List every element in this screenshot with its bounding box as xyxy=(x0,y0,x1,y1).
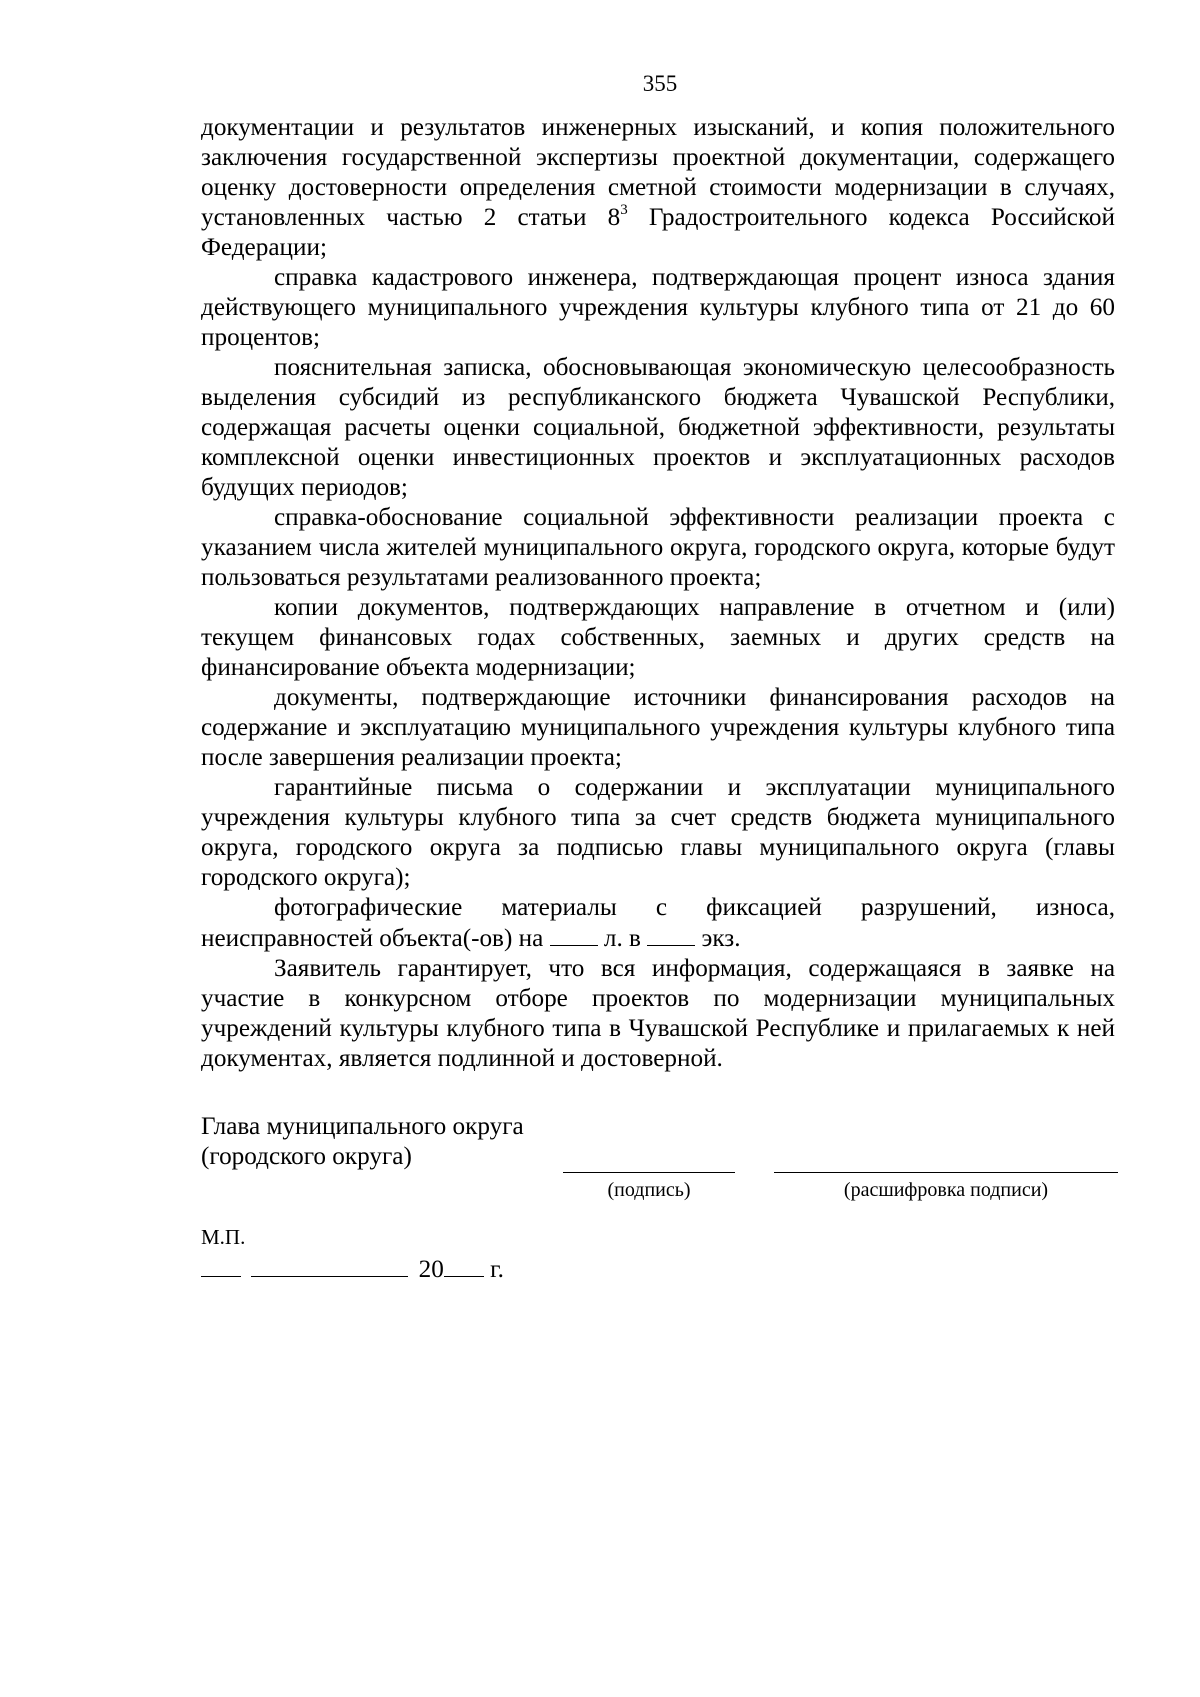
year-prefix: 20 xyxy=(418,1256,444,1283)
signature-transcript-caption: (расшифровка подписи) xyxy=(843,1179,1049,1201)
copies-count-blank[interactable] xyxy=(647,923,695,946)
signatory-title: Глава муниципального округа (городского округа) xyxy=(201,1113,524,1170)
day-blank[interactable] xyxy=(201,1254,241,1277)
signature-line[interactable] xyxy=(563,1172,735,1173)
paragraph-project-documentation: документации и результатов инженерных изысканий, и копия положительного заключения государственной экспертизы проектной документации, содержащего оценку достоверности определения сметной стоимости модернизации в случаях, установленных частью 2 статьи $8^3$ Градостроительного кодекса Российской Федерации; xyxy=(201,114,1115,261)
paragraph-financing-sources: документы, подтверждающие источники финансирования расходов на содержание и эксплуатацию муниципального учреждения культуры клубного типа после завершения реализации проекта; xyxy=(201,684,1115,771)
year-suffix: г. xyxy=(490,1256,504,1283)
paragraph-cadastral-certificate: справка кадастрового инженера, подтверждающая процент износа здания действующего муниципального учреждения культуры клубного типа от 21 до 60 процентов; xyxy=(201,264,1115,351)
superscript: 3 xyxy=(620,201,628,218)
paragraph-social-efficiency: справка-обоснование социальной эффективности реализации проекта с указанием числа жителей муниципального округа, городского округа, которые будут пользоваться результатами реализованного проекта; xyxy=(201,504,1115,591)
stamp-place: М.П. xyxy=(201,1225,246,1249)
year-blank[interactable] xyxy=(444,1254,484,1277)
sheets-count-blank[interactable] xyxy=(550,923,598,946)
paragraph-funding-documents: копии документов, подтверждающих направление в отчетном и (или) текущем финансовых годах собственных, заемных и других средств на финансирование объекта модернизации; xyxy=(201,594,1115,681)
paragraph-guarantee-letters: гарантийные письма о содержании и эксплуатации муниципального учреждения культуры клубного типа за счет средств бюджета муниципального округа, городского округа за подписью главы муниципального округа (главы городского округа); xyxy=(201,774,1115,891)
signature-transcript-line[interactable] xyxy=(774,1172,1118,1173)
paragraph-photo-materials: фотографические материалы с фиксацией разрушений, износа, неисправностей объекта(-ов) на л. в экз. xyxy=(201,894,1115,952)
signature-caption: (подпись) xyxy=(607,1179,691,1201)
date-line xyxy=(201,1254,504,1285)
paragraph-applicant-guarantee: Заявитель гарантирует, что вся информация, содержащаяся в заявке на участие в конкурсном отборе проектов по модернизации муниципальных учреждений культуры клубного типа в Чувашской Республике и прилагаемых к ней документах, является подлинной и достоверной. xyxy=(201,955,1115,1072)
page-number: 355 xyxy=(642,71,678,96)
document-body xyxy=(201,113,1115,1074)
month-blank[interactable] xyxy=(251,1254,408,1277)
paragraph-explanatory-note: пояснительная записка, обосновывающая экономическую целесообразность выделения субсидий из республиканского бюджета Чувашской Республики, содержащая расчеты оценки социальной, бюджетной эффективности, результаты комплексной оценки инвестиционных проектов и эксплуатационных расходов будущих периодов; xyxy=(201,354,1115,501)
